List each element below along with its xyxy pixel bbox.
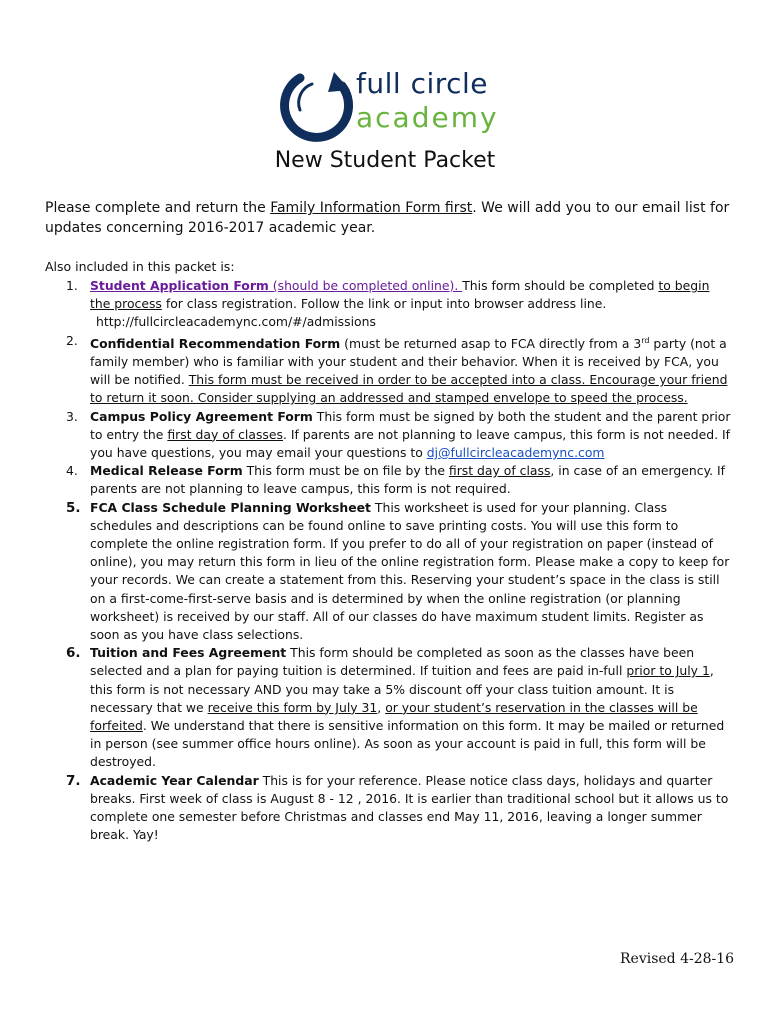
packet-items-list	[48, 277, 733, 844]
item-title: Academic Year Calendar	[90, 772, 259, 788]
full-circle-academy-logo	[276, 64, 500, 148]
list-item-campus-policy	[48, 408, 733, 463]
list-item-confidential-recommendation	[48, 332, 733, 408]
item-text: (must be returned asap to FCA directly from a 3	[340, 335, 642, 351]
item-title: FCA Class Schedule Planning Worksheet	[90, 499, 371, 515]
item-underlined-text: first day of classes	[167, 426, 283, 442]
intro-text-after: . We will add you to our email list for updates concerning 2016-2017 academic year.	[45, 200, 730, 236]
item-title: Confidential Recommendation Form	[90, 335, 341, 351]
item-number: 3.	[66, 408, 78, 424]
item-text: This worksheet is used for your planning. Class schedules and descriptions can be found online to save printing costs. You will use this form to complete the online registration form. If you prefer to do all of your registration on paper (instead of online), you may return this form in lieu of the online registration form. Please make a copy to keep for your records. We can create a statement from this. Reserving your student’s space in the class is still on a first-come-first-serve basis and is determined by when the online registration (or planning worksheet) is received by our staff. All of our classes do have maximum student limits. Register as soon as you have class selections.	[90, 499, 730, 642]
also-included-heading: Also included in this packet is:	[45, 259, 235, 274]
item-number: 2.	[66, 332, 78, 348]
item-text: This form must be on file by the	[242, 463, 449, 479]
intro-text-before: Please complete and return the	[45, 200, 271, 216]
page-title: New Student Packet	[274, 148, 496, 173]
logo-text-academy: academy	[356, 101, 499, 134]
item-underlined-text: receive this form by July 31	[207, 699, 378, 715]
circular-arrow-icon	[276, 64, 360, 148]
list-item-medical-release	[48, 462, 733, 498]
item-text: This form should be completed as soon as the classes have been selected and a plan for paying tuition is determined. If tuition and fees are paid in-full	[90, 645, 695, 679]
item-text: , in case of an emergency. If parents are not planning to leave campus, this form is not required.	[90, 463, 726, 497]
list-item-student-application	[48, 277, 733, 332]
ordinal-suffix: rd	[641, 335, 650, 345]
item-title: Medical Release Form	[90, 463, 243, 479]
list-item-tuition-fees	[48, 644, 733, 771]
list-item-class-schedule-worksheet	[48, 499, 733, 645]
family-information-form-link[interactable]: Family Information Form first	[270, 200, 473, 216]
contact-email-link[interactable]: dj@fullcircleacademync.com	[426, 444, 605, 460]
student-application-note-link[interactable]: (should be completed online).	[268, 278, 463, 293]
item-underlined-text: first day of class	[448, 463, 551, 479]
item-number: 1.	[66, 278, 78, 293]
item-underlined-text: This form must be received in order to be accepted into a class. Encourage your friend to return it soon. Consider supplying an addressed and stamped envelope to speed the process.	[90, 372, 728, 406]
item-text: This form must be signed by both the student and the parent prior to entry the	[90, 408, 731, 442]
logo-text-full-circle: full circle	[356, 67, 489, 100]
item-number: 5.	[66, 499, 81, 516]
item-number: 4.	[66, 463, 78, 479]
item-title: Campus Policy Agreement Form	[90, 408, 313, 424]
item-text: , this form is not necessary AND you may take a 5% discount off your class tuition amount. It is necessary that we	[90, 663, 714, 715]
item-underlined-text: or your student’s reservation in the classes will be forfeited	[90, 699, 698, 733]
admissions-url: http://fullcircleacademync.com/#/admissions	[96, 314, 376, 330]
item-text: . We understand that there is sensitive information on this form. It may be mailed or returned in person (see summer office hours online). As soon as your account is paid in full, this form will be destroyed.	[90, 718, 725, 770]
item-text: . If parents are not planning to leave campus, this form is not needed. If you have questions, you may email your questions to	[90, 426, 730, 460]
intro-paragraph	[45, 198, 735, 238]
item-text: party (not a family member) who is familiar with your student and their behavior. When it is received by FCA, you will be notified.	[90, 335, 727, 388]
item-text: for class registration. Follow the link or input into browser address line.	[161, 296, 607, 312]
item-underlined-text: prior to July 1	[626, 663, 710, 679]
list-item-academic-calendar	[48, 772, 733, 845]
item-number: 6.	[66, 645, 81, 662]
item-title: Tuition and Fees Agreement	[90, 645, 287, 661]
student-application-form-link[interactable]: Student Application Form	[90, 278, 269, 293]
item-text: ,	[377, 699, 386, 715]
item-text: This is for your reference. Please notice class days, holidays and quarter breaks. First week of class is August 8 - 12 , 2016. It is earlier than traditional school but it allows us to complete one semester before Christmas and classes end May 11, 2016, leaving a longer summer break. Yay!	[90, 772, 729, 843]
revision-date: Revised 4-28-16	[620, 951, 735, 967]
item-underlined-text: to begin the process	[90, 278, 710, 312]
item-number: 7.	[66, 772, 81, 789]
item-text: This form should be completed	[462, 278, 659, 293]
